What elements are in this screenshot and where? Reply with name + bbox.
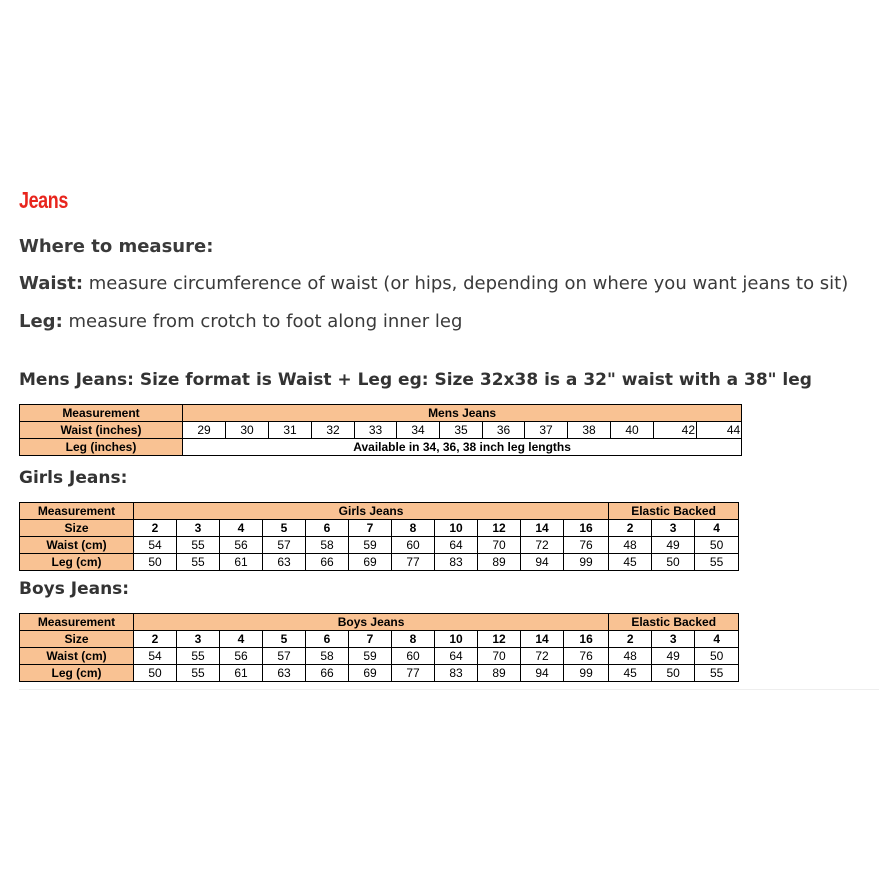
table-cell: 12: [478, 631, 521, 648]
boys-size-table: [19, 613, 739, 682]
table-cell: 64: [435, 648, 478, 665]
table-cell: 48: [609, 537, 652, 554]
table-cell: 37: [525, 422, 568, 439]
divider: [19, 689, 879, 690]
mens-group-header: Mens Jeans: [183, 405, 742, 422]
leg-instruction: [19, 311, 462, 332]
table-cell: 89: [478, 554, 521, 571]
table-cell: 16: [564, 520, 609, 537]
table-cell: 77: [392, 665, 435, 682]
table-cell: 3: [177, 520, 220, 537]
elastic-backed-header: Elastic Backed: [609, 503, 739, 520]
table-cell: 63: [263, 665, 306, 682]
table-cell: 31: [269, 422, 312, 439]
table-cell: 8: [392, 631, 435, 648]
measurement-header: Measurement: [20, 503, 134, 520]
table-cell: 57: [263, 648, 306, 665]
table-cell: 36: [483, 422, 525, 439]
table-row: [20, 503, 739, 520]
table-cell: 59: [349, 537, 392, 554]
table-cell: 2: [609, 520, 652, 537]
table-cell: 45: [609, 554, 652, 571]
table-cell: 33: [355, 422, 397, 439]
waist-instruction: [19, 273, 848, 294]
table-cell: 16: [564, 631, 609, 648]
table-cell: 55: [177, 537, 220, 554]
table-row: [20, 631, 739, 648]
table-cell: 99: [564, 554, 609, 571]
table-row: [20, 648, 739, 665]
table-cell: 49: [652, 537, 695, 554]
size-row-label: Size: [20, 520, 134, 537]
table-cell: 30: [226, 422, 269, 439]
leg-text: measure from crotch to foot along inner leg: [62, 311, 463, 332]
table-cell: 70: [478, 648, 521, 665]
table-cell: 50: [695, 537, 739, 554]
table-cell: 50: [134, 665, 177, 682]
table-cell: 38: [568, 422, 611, 439]
table-cell: 56: [220, 648, 263, 665]
table-cell: 55: [695, 665, 739, 682]
table-cell: 3: [652, 631, 695, 648]
table-cell: 56: [220, 537, 263, 554]
waist-row-label: Waist (cm): [20, 537, 134, 554]
table-row: [20, 439, 742, 456]
table-cell: 40: [611, 422, 654, 439]
leg-row-label: Leg (inches): [20, 439, 183, 456]
table-cell: 54: [134, 648, 177, 665]
table-cell: 60: [392, 648, 435, 665]
waist-row-label: Waist (cm): [20, 648, 134, 665]
table-cell: 5: [263, 520, 306, 537]
table-cell: 66: [306, 554, 349, 571]
table-cell: 50: [652, 665, 695, 682]
table-cell: 76: [564, 648, 609, 665]
measurement-header: Measurement: [20, 614, 134, 631]
table-cell: 55: [177, 665, 220, 682]
measurement-header: Measurement: [20, 405, 183, 422]
table-row: [20, 422, 742, 439]
table-cell: 99: [564, 665, 609, 682]
table-cell: 70: [478, 537, 521, 554]
table-row: [20, 554, 739, 571]
table-cell: 94: [521, 554, 564, 571]
table-cell: 83: [435, 665, 478, 682]
table-cell: 55: [177, 554, 220, 571]
table-row: [20, 537, 739, 554]
table-cell: 61: [220, 665, 263, 682]
table-cell: 6: [306, 520, 349, 537]
table-cell: 69: [349, 665, 392, 682]
table-cell: 83: [435, 554, 478, 571]
table-cell: 10: [435, 520, 478, 537]
table-cell: 42: [654, 422, 697, 439]
leg-lengths-note: Available in 34, 36, 38 inch leg lengths: [183, 439, 742, 456]
table-cell: 4: [695, 631, 739, 648]
elastic-backed-header: Elastic Backed: [609, 614, 739, 631]
leg-row-label: Leg (cm): [20, 665, 134, 682]
table-cell: 3: [652, 520, 695, 537]
table-cell: 58: [306, 648, 349, 665]
table-cell: 50: [695, 648, 739, 665]
table-cell: 4: [220, 520, 263, 537]
table-cell: 94: [521, 665, 564, 682]
table-cell: 8: [392, 520, 435, 537]
table-cell: 57: [263, 537, 306, 554]
boys-group-header: Boys Jeans: [134, 614, 609, 631]
table-cell: 35: [440, 422, 483, 439]
table-cell: 5: [263, 631, 306, 648]
mens-heading: Mens Jeans: Size format is Waist + Leg eg: Size 32x38 is a 32" waist with a 38" leg: [19, 370, 812, 390]
table-cell: 50: [652, 554, 695, 571]
table-cell: 29: [183, 422, 226, 439]
table-cell: 49: [652, 648, 695, 665]
table-cell: 76: [564, 537, 609, 554]
table-row: [20, 614, 739, 631]
table-cell: 59: [349, 648, 392, 665]
table-cell: 34: [397, 422, 440, 439]
waist-text: measure circumference of waist (or hips, depending on where you want jeans to sit): [83, 273, 849, 294]
size-row-label: Size: [20, 631, 134, 648]
table-cell: 4: [695, 520, 739, 537]
table-cell: 2: [134, 520, 177, 537]
table-cell: 48: [609, 648, 652, 665]
table-cell: 7: [349, 631, 392, 648]
page-title: Jeans: [19, 187, 68, 213]
table-cell: 72: [521, 648, 564, 665]
table-cell: 69: [349, 554, 392, 571]
table-cell: 55: [695, 554, 739, 571]
table-cell: 14: [521, 520, 564, 537]
where-to-measure-heading: Where to measure:: [19, 236, 214, 257]
table-cell: 10: [435, 631, 478, 648]
table-cell: 50: [134, 554, 177, 571]
table-cell: 64: [435, 537, 478, 554]
table-cell: 2: [134, 631, 177, 648]
waist-label: Waist:: [19, 273, 84, 294]
table-cell: 3: [177, 631, 220, 648]
table-cell: 60: [392, 537, 435, 554]
table-cell: 14: [521, 631, 564, 648]
girls-group-header: Girls Jeans: [134, 503, 609, 520]
table-cell: 66: [306, 665, 349, 682]
table-cell: 55: [177, 648, 220, 665]
mens-size-table: [19, 404, 742, 456]
leg-row-label: Leg (cm): [20, 554, 134, 571]
table-cell: 77: [392, 554, 435, 571]
table-cell: 2: [609, 631, 652, 648]
leg-label: Leg:: [19, 311, 63, 332]
girls-heading: Girls Jeans:: [19, 468, 128, 488]
boys-heading: Boys Jeans:: [19, 579, 130, 599]
waist-row-label: Waist (inches): [20, 422, 183, 439]
table-cell: 63: [263, 554, 306, 571]
girls-size-table: [19, 502, 739, 571]
table-row: [20, 665, 739, 682]
table-cell: 4: [220, 631, 263, 648]
table-cell: 54: [134, 537, 177, 554]
table-cell: 6: [306, 631, 349, 648]
table-cell: 61: [220, 554, 263, 571]
table-cell: 58: [306, 537, 349, 554]
table-cell: 45: [609, 665, 652, 682]
table-cell: 7: [349, 520, 392, 537]
table-row: [20, 520, 739, 537]
table-cell: 12: [478, 520, 521, 537]
table-cell: 32: [312, 422, 355, 439]
table-cell: 89: [478, 665, 521, 682]
table-cell: 72: [521, 537, 564, 554]
table-cell: 44: [697, 422, 742, 439]
table-row: [20, 405, 742, 422]
